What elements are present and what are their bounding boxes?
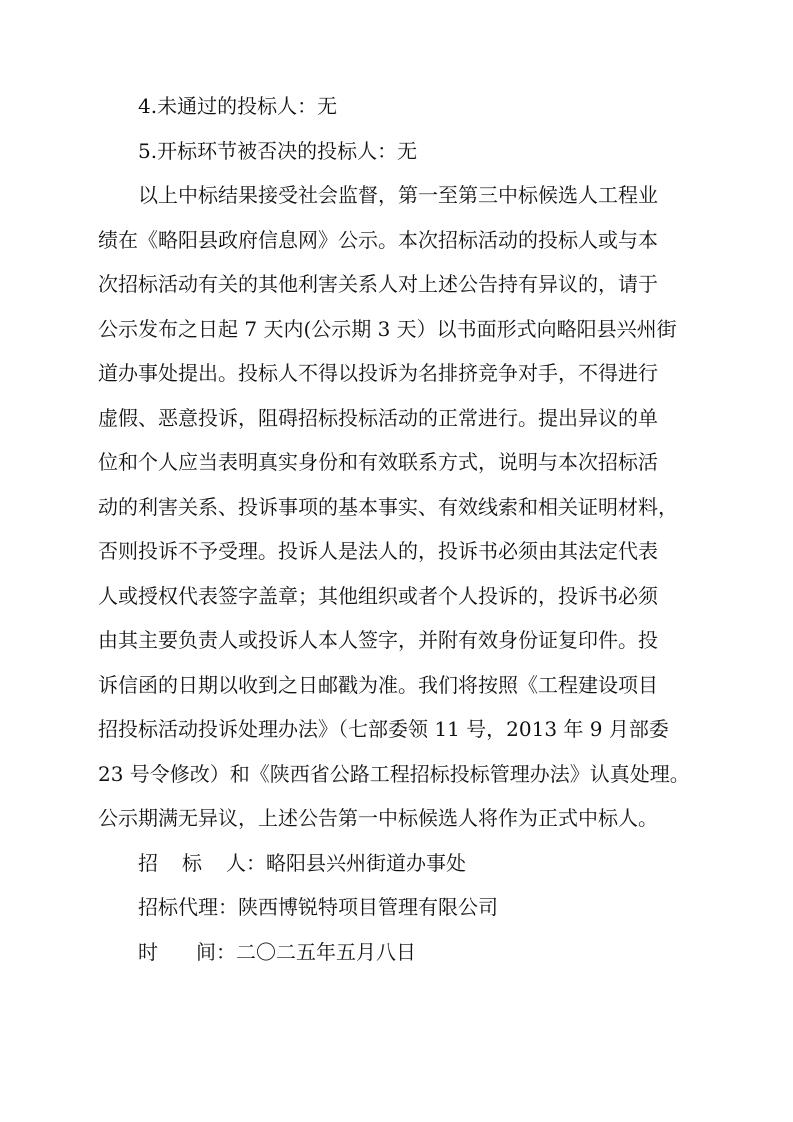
paragraph-line: 否则投诉不予受理。投诉人是法人的，投诉书必须由其法定代表: [98, 539, 658, 563]
tenderer-label: 招 标 人：: [138, 851, 266, 875]
agent-value: 陕西博锐特项目管理有限公司: [238, 895, 498, 919]
tenderer-value: 略阳县兴州街道办事处: [266, 851, 466, 875]
paragraph-line: 位和个人应当表明真实身份和有效联系方式，说明与本次招标活: [98, 450, 658, 474]
paragraph-line: 公示发布之日起 7 天内(公示期 3 天）以书面形式向略阳县兴州街: [98, 317, 677, 341]
date-label: 时 间：: [138, 940, 236, 964]
paragraph-line: 公示期满无异议，上述公告第一中标候选人将作为正式中标人。: [98, 806, 658, 830]
paragraph-line: 道办事处提出。投标人不得以投诉为名排挤竞争对手，不得进行: [98, 361, 658, 385]
paragraph-line: 由其主要负责人或投诉人本人签字，并附有效身份证复印件。投: [98, 628, 658, 652]
paragraph-line: 诉信函的日期以收到之日邮戳为准。我们将按照《工程建设项目: [98, 673, 658, 697]
paragraph-line: 人或授权代表签字盖章；其他组织或者个人投诉的，投诉书必须: [98, 584, 658, 608]
paragraph-line: 虚假、恶意投诉，阻碍招标投标活动的正常进行。提出异议的单: [98, 406, 658, 430]
date-line: [138, 932, 416, 972]
agent-line: [138, 887, 498, 927]
agent-label: 招标代理：: [138, 895, 238, 919]
date-value: 二〇二五年五月八日: [236, 940, 416, 964]
tenderer-line: [138, 843, 466, 883]
item-5: 5.开标环节被否决的投标人：无: [138, 139, 418, 163]
paragraph-line: 23 号令修改）和《陕西省公路工程招标投标管理办法》认真处理。: [98, 762, 690, 786]
paragraph-line: 招投标活动投诉处理办法》（七部委领 11 号，2013 年 9 月部委: [98, 717, 669, 741]
paragraph-line: 以上中标结果接受社会监督，第一至第三中标候选人工程业: [138, 183, 658, 207]
paragraph-line: 次招标活动有关的其他利害关系人对上述公告持有异议的，请于: [98, 272, 658, 296]
item-4: 4.未通过的投标人：无: [138, 94, 338, 118]
paragraph-line: 动的利害关系、投诉事项的基本事实、有效线索和相关证明材料，: [98, 495, 678, 519]
paragraph-line: 绩在《略阳县政府信息网》公示。本次招标活动的投标人或与本: [98, 228, 658, 252]
